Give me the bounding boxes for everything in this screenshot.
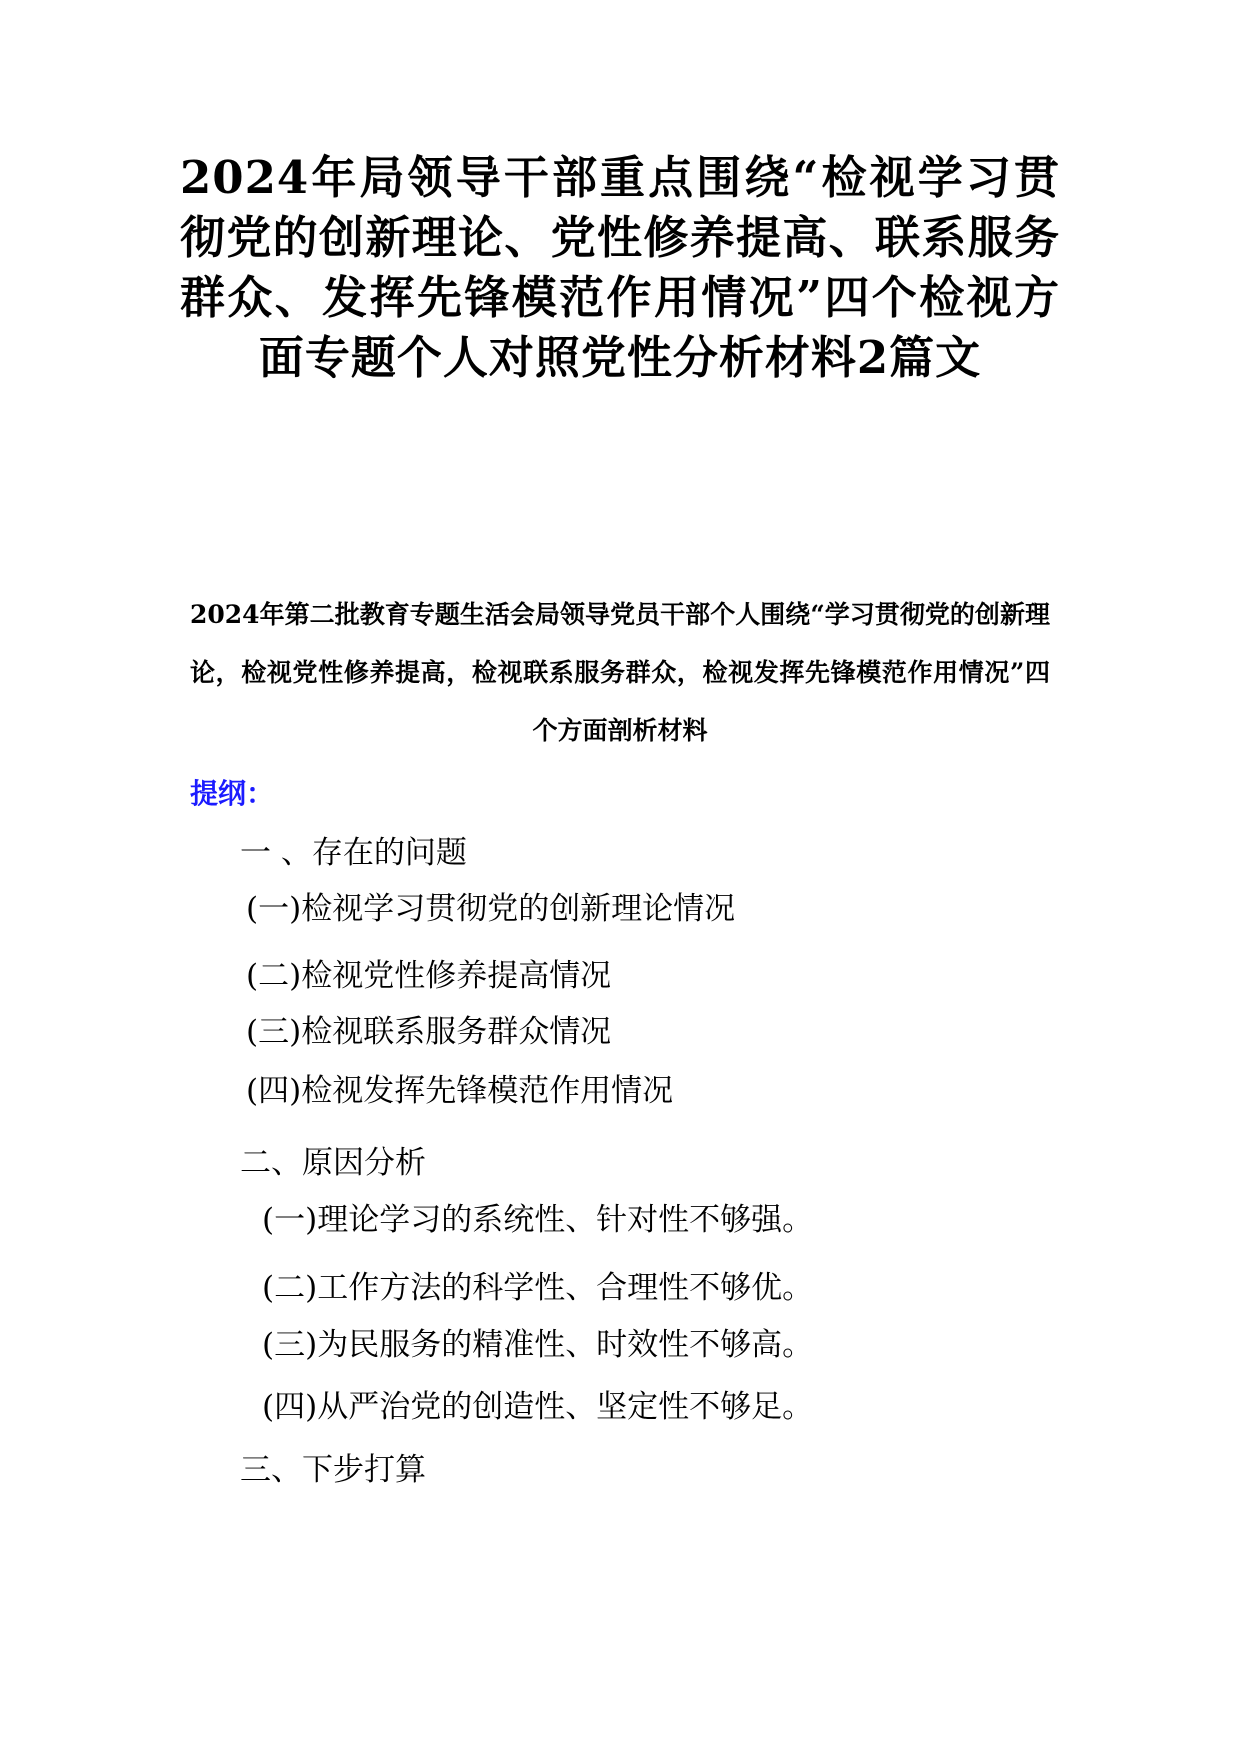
- outline-section-heading: 二、原因分析: [240, 1145, 426, 1181]
- outline-label: 提纲：: [190, 777, 275, 810]
- document-subtitle: 2024年第二批教育专题生活会局领导党员干部个人围绕“学习贯彻党的创新理论，检视党性修养提高，检视联系服务群众，检视发挥先锋模范作用情况”四个方面剖析材料: [190, 600, 1050, 745]
- outline-item: (二)工作方法的科学性、合理性不够优。: [262, 1270, 814, 1306]
- outline-item: (三)检视联系服务群众情况: [246, 1014, 612, 1050]
- outline-item: (四)从严治党的创造性、坚定性不够足。: [262, 1389, 814, 1425]
- outline-item: (三)为民服务的精准性、时效性不够高。: [262, 1327, 814, 1363]
- document-title: 2024年局领导干部重点围绕“检视学习贯彻党的创新理论、党性修养提高、联系服务群众、发挥先锋模范作用情况”四个检视方面专题个人对照党性分析材料2篇文: [180, 151, 1060, 384]
- outline-item: (一)理论学习的系统性、针对性不够强。: [262, 1202, 814, 1238]
- outline-item: (二)检视党性修养提高情况: [246, 958, 612, 994]
- outline-item: (一)检视学习贯彻党的创新理论情况: [246, 891, 736, 927]
- outline-section-heading: 三、下步打算: [240, 1452, 426, 1488]
- outline-section-heading: 一 、存在的问题: [240, 835, 467, 871]
- outline-item: (四)检视发挥先锋模范作用情况: [246, 1073, 674, 1109]
